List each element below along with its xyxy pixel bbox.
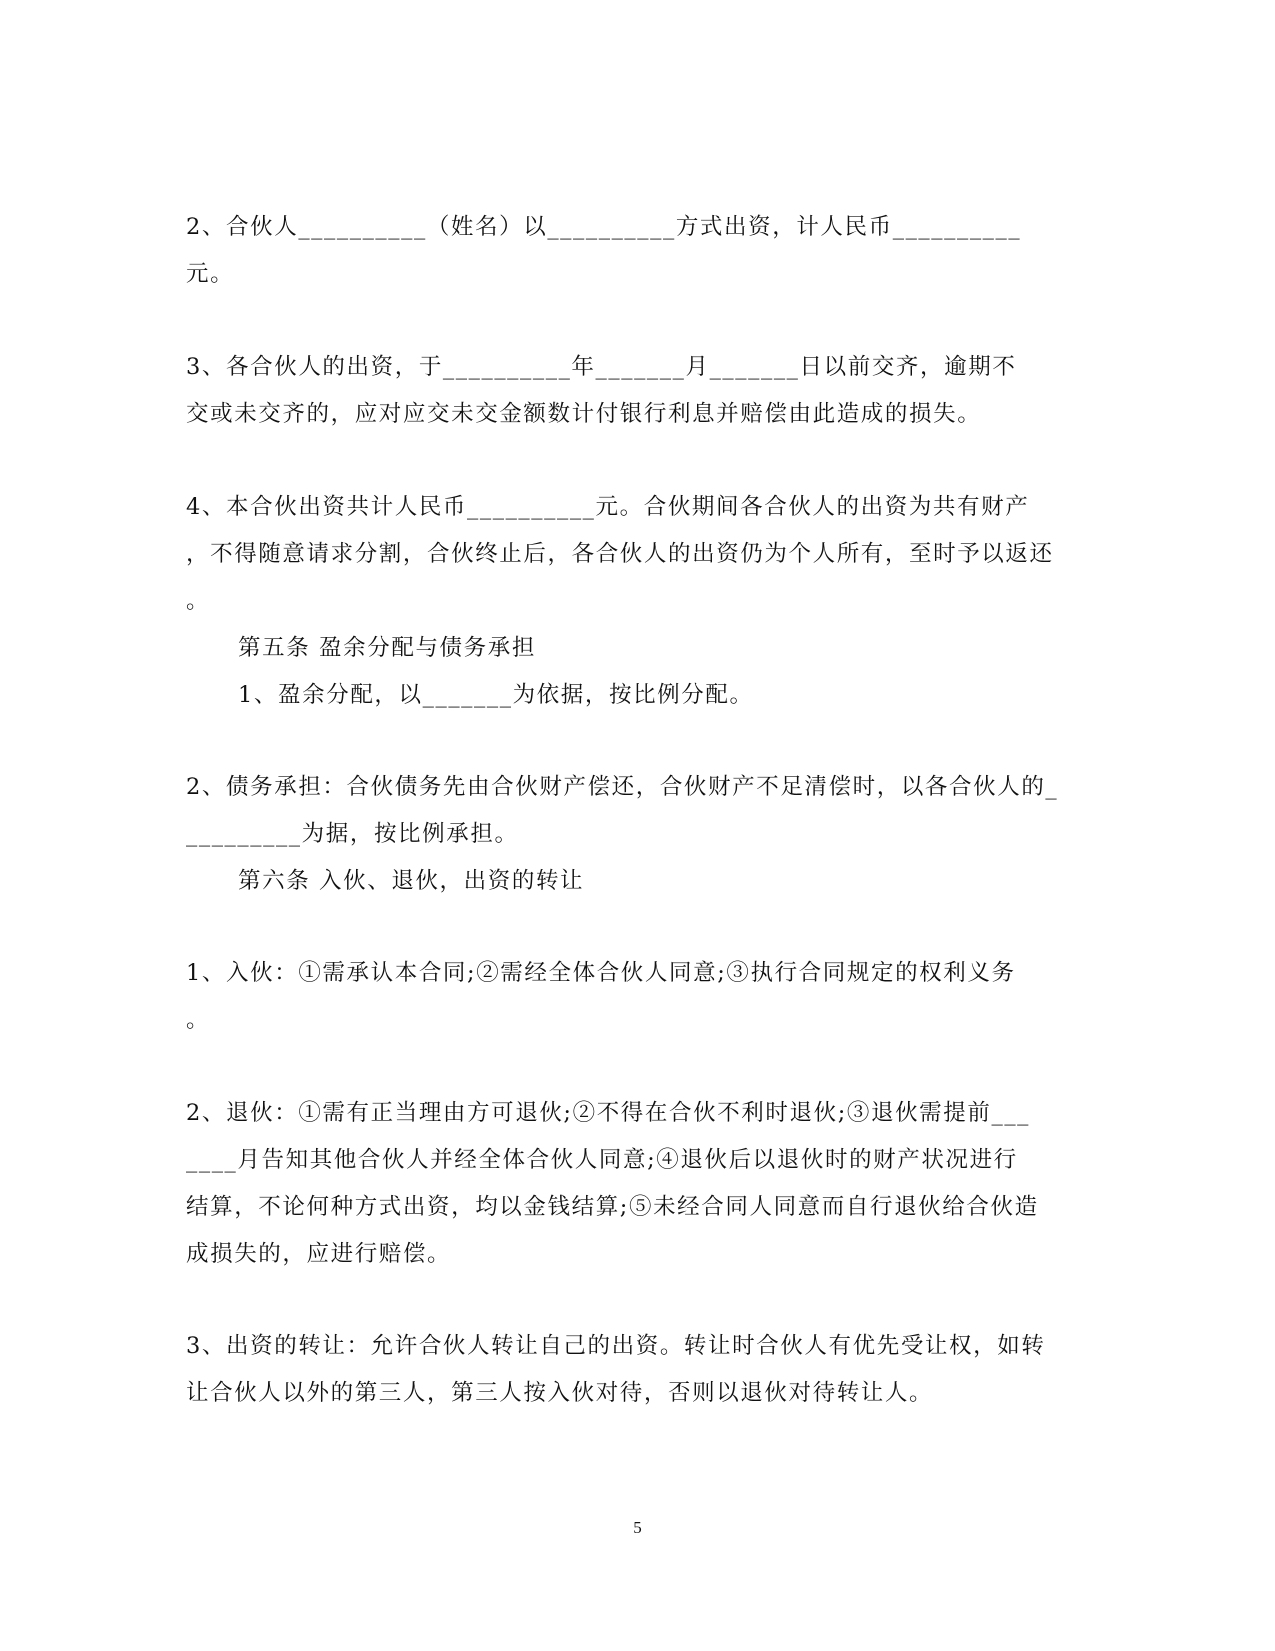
text-line: 成损失的，应进行赔偿。 [186, 1241, 452, 1267]
text-line: 2、债务承担：合伙债务先由合伙财产偿还，合伙财产不足清偿时，以各合伙人的_ [186, 774, 1059, 800]
text-line: 3、出资的转让：允许合伙人转让自己的出资。转让时合伙人有优先受让权，如转 [186, 1333, 1046, 1359]
text-line: 元。 [186, 261, 235, 287]
text-line: 让合伙人以外的第三人，第三人按入伙对待，否则以退伙对待转让人。 [186, 1380, 934, 1406]
text-line: ____月告知其他合伙人并经全体合伙人同意;④退伙后以退伙时的财产状况进行 [186, 1147, 1018, 1173]
text-line: 交或未交齐的，应对应交未交金额数计付银行利息并赔偿由此造成的损失。 [186, 401, 982, 427]
text-line: 1、盈余分配，以_______为依据，按比例分配。 [238, 682, 754, 708]
text-line: 结算，不论何种方式出资，均以金钱结算;⑤未经合同人同意而自行退伙给合伙造 [186, 1194, 1039, 1220]
section-heading: 第五条 盈余分配与债务承担 [238, 635, 536, 661]
text-line: 2、合伙人__________（姓名）以__________方式出资，计人民币__________ [186, 214, 1022, 240]
text-line: 。 [186, 1007, 211, 1033]
text-line: 2、退伙：①需有正当理由方可退伙;②不得在合伙不利时退伙;③退伙需提前___ [186, 1100, 1031, 1126]
text-line: _________为据，按比例承担。 [186, 821, 519, 847]
text-line: 。 [186, 588, 211, 614]
text-line: 4、本合伙出资共计人民币__________元。合伙期间各合伙人的出资为共有财产 [186, 494, 1030, 520]
text-line: 1、入伙：①需承认本合同;②需经全体合伙人同意;③执行合同规定的权利义务 [186, 960, 1016, 986]
text-line: ，不得随意请求分割，合伙终止后，各合伙人的出资仍为个人所有，至时予以返还 [186, 541, 1054, 567]
text-line: 3、各合伙人的出资，于__________年_______月_______日以前交齐，逾期不 [186, 354, 1017, 380]
page-number: 5 [633, 1518, 642, 1537]
section-heading: 第六条 入伙、退伙，出资的转让 [238, 868, 585, 894]
